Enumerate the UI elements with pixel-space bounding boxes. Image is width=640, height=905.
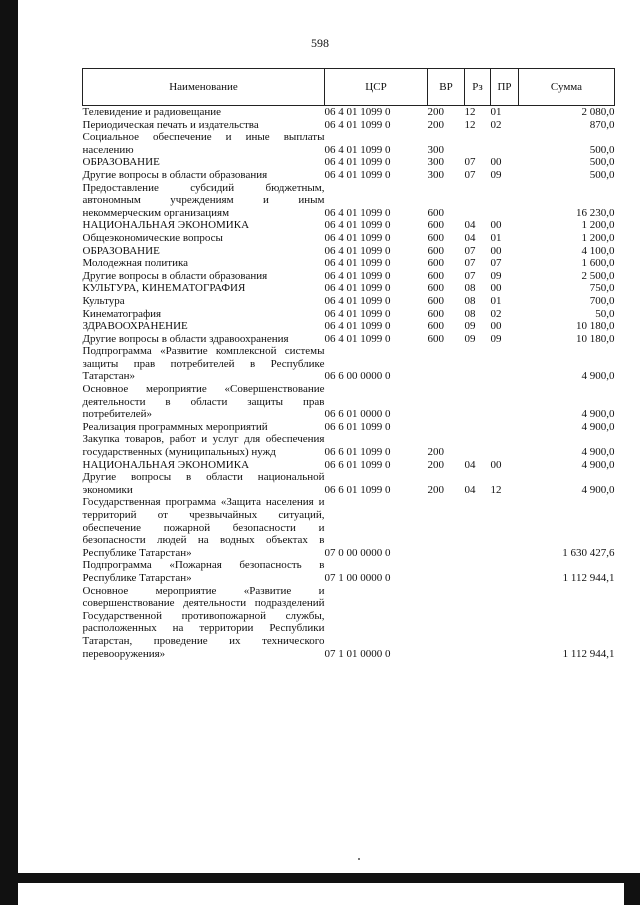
table-row (83, 421, 615, 434)
budget-table (82, 68, 615, 660)
cell-name: Другие вопросы в области образования (82, 168, 268, 181)
cell-pr: 00 (490, 219, 502, 232)
table-row (83, 496, 615, 559)
header-rz: Рз (465, 69, 491, 106)
cell-pr (491, 182, 519, 220)
cell-pr: 00 (490, 320, 502, 333)
table-row (83, 156, 615, 169)
cell-sum: 4 100,0 (581, 244, 615, 257)
cell-csr: 06 4 01 1099 0 (324, 168, 391, 181)
scan-shadow-corner (624, 878, 640, 905)
table-row (83, 182, 615, 220)
cell-pr (491, 433, 519, 458)
cell-pr (491, 559, 519, 584)
cell-pr: 01 (490, 294, 502, 307)
table-row (83, 257, 615, 270)
cell-vr (428, 383, 465, 421)
cell-csr: 06 4 01 1099 0 (324, 156, 391, 169)
cell-name: Периодическая печать и издательства (82, 118, 259, 131)
cell-rz: 09 (464, 332, 476, 345)
cell-sum: 4 900,0 (581, 420, 615, 433)
cell-csr: 06 6 01 1099 0 (324, 483, 391, 496)
cell-pr (491, 383, 519, 421)
cell-vr: 300 (427, 156, 444, 169)
cell-pr (491, 496, 519, 559)
cell-sum: 16 230,0 (576, 206, 615, 219)
cell-sum: 1 600,0 (581, 257, 615, 270)
header-pr: ПР (491, 69, 519, 106)
cell-rz: 07 (464, 168, 476, 181)
cell-name: Телевидение и радиовещание (82, 106, 222, 118)
table-row (83, 131, 615, 156)
cell-sum: 2 500,0 (581, 269, 615, 282)
cell-sum: 500,0 (589, 156, 615, 169)
cell-sum: 4 900,0 (581, 370, 615, 383)
cell-sum: 1 200,0 (581, 219, 615, 232)
cell-rz (465, 585, 491, 661)
cell-rz (465, 345, 491, 383)
cell-pr: 02 (490, 118, 502, 131)
cell-name: Государственная программа «Защита населения и территорий от чрезвычайных ситуаций, обеспечение пожарной безопасности и безопасности людей на водных объектах в Республике Татарстан» (82, 496, 325, 559)
cell-pr: 12 (490, 483, 502, 496)
cell-sum: 500,0 (589, 168, 615, 181)
cell-vr: 600 (427, 294, 444, 307)
scan-shadow-bottom (0, 873, 640, 883)
page-number: 598 (311, 36, 329, 50)
cell-csr: 06 4 01 1099 0 (324, 106, 391, 118)
cell-sum: 1 112 944,1 (562, 647, 615, 660)
cell-vr: 200 (427, 118, 444, 131)
cell-rz: 07 (464, 257, 476, 270)
cell-csr: 06 4 01 1099 0 (324, 332, 391, 345)
cell-sum: 2 080,0 (581, 106, 615, 118)
cell-rz: 12 (464, 106, 476, 118)
cell-name: Подпрограмма «Развитие комплексной системы защиты прав потребителей в Республике Татарстан» (82, 345, 325, 383)
header-sum: Сумма (519, 69, 615, 106)
table-row (83, 559, 615, 584)
cell-sum: 4 900,0 (581, 483, 615, 496)
cell-vr: 600 (427, 332, 444, 345)
cell-rz: 04 (464, 458, 476, 471)
cell-vr: 600 (427, 320, 444, 333)
cell-rz (465, 182, 491, 220)
cell-rz: 12 (464, 118, 476, 131)
cell-vr: 600 (427, 206, 444, 219)
cell-vr: 200 (427, 106, 444, 118)
cell-pr: 07 (490, 257, 502, 270)
cell-vr: 600 (427, 231, 444, 244)
cell-sum: 1 630 427,6 (562, 546, 615, 559)
cell-rz: 08 (464, 282, 476, 295)
cell-csr: 06 6 01 0000 0 (324, 408, 391, 421)
cell-sum: 10 180,0 (576, 320, 615, 333)
cell-pr (491, 585, 519, 661)
table-row (83, 282, 615, 295)
cell-rz: 07 (464, 269, 476, 282)
table-row (83, 219, 615, 232)
scan-shadow-left (0, 0, 18, 905)
cell-csr: 06 4 01 1099 0 (324, 282, 391, 295)
cell-name: Другие вопросы в области здравоохранения (82, 332, 289, 345)
cell-rz: 07 (464, 156, 476, 169)
cell-name: Основное мероприятие «Совершенствование деятельности в области защиты прав потребителей» (82, 383, 325, 421)
cell-sum: 4 900,0 (581, 408, 615, 421)
table-row (83, 471, 615, 496)
cell-pr: 01 (490, 231, 502, 244)
table-row (83, 119, 615, 132)
cell-csr: 06 4 01 1099 0 (324, 269, 391, 282)
cell-pr: 00 (490, 156, 502, 169)
table-row (83, 308, 615, 321)
cell-sum: 10 180,0 (576, 332, 615, 345)
cell-rz: 04 (464, 219, 476, 232)
cell-name: Предоставление субсидий бюджетным, автономным учреждениям и иным некоммерческим организациям (82, 181, 325, 219)
table-row (83, 333, 615, 346)
cell-csr: 06 4 01 1099 0 (324, 257, 391, 270)
cell-name: НАЦИОНАЛЬНАЯ ЭКОНОМИКА (82, 458, 250, 471)
table-row (83, 433, 615, 458)
cell-vr: 200 (427, 458, 444, 471)
cell-sum: 1 112 944,1 (562, 571, 615, 584)
cell-pr: 01 (490, 106, 502, 118)
cell-csr: 07 1 00 0000 0 (324, 571, 391, 584)
cell-vr: 600 (427, 219, 444, 232)
table-body (83, 106, 615, 661)
cell-rz (465, 433, 491, 458)
cell-vr: 600 (427, 257, 444, 270)
cell-rz: 04 (464, 231, 476, 244)
cell-vr: 600 (427, 244, 444, 257)
cell-csr: 06 4 01 1099 0 (324, 206, 391, 219)
cell-rz (465, 383, 491, 421)
cell-name: Молодежная политика (82, 257, 189, 270)
cell-vr: 600 (427, 282, 444, 295)
cell-vr (428, 585, 465, 661)
cell-csr: 06 4 01 1099 0 (324, 118, 391, 131)
cell-name: Другие вопросы в области национальной экономики (82, 471, 325, 496)
cell-name: ОБРАЗОВАНИЕ (82, 156, 160, 169)
cell-sum: 750,0 (589, 282, 615, 295)
cell-rz: 08 (464, 307, 476, 320)
cell-rz (465, 559, 491, 584)
cell-vr: 200 (427, 483, 444, 496)
table-row (83, 245, 615, 258)
cell-pr: 02 (490, 307, 502, 320)
cell-sum: 1 200,0 (581, 231, 615, 244)
cell-name: Основное мероприятие «Развитие и совершенствование деятельности подразделений Государственной противопожарной службы, расположенных на территории Республики Татарстан, проведение их технического перевооружения» (82, 584, 325, 660)
cell-csr: 06 6 00 0000 0 (324, 370, 391, 383)
cell-pr: 09 (490, 168, 502, 181)
cell-csr: 07 1 01 0000 0 (324, 647, 391, 660)
cell-name: Закупка товаров, работ и услуг для обеспечения государственных (муниципальных) нужд (82, 433, 325, 459)
table-row (83, 320, 615, 333)
cell-pr (491, 345, 519, 383)
cell-vr: 300 (427, 168, 444, 181)
cell-rz: 08 (464, 294, 476, 307)
cell-pr: 09 (490, 332, 502, 345)
cell-name: ЗДРАВООХРАНЕНИЕ (82, 320, 188, 333)
table-row (83, 169, 615, 182)
cell-vr (428, 421, 465, 434)
cell-sum: 4 900,0 (581, 458, 615, 471)
cell-sum: 50,0 (595, 307, 615, 320)
cell-sum: 870,0 (589, 118, 615, 131)
cell-name: Социальное обеспечение и иные выплаты населению (82, 131, 325, 156)
cell-csr: 06 4 01 1099 0 (324, 294, 391, 307)
cell-name: Другие вопросы в области образования (82, 269, 268, 282)
cell-name: КУЛЬТУРА, КИНЕМАТОГРАФИЯ (82, 282, 246, 295)
cell-csr: 06 6 01 1099 0 (324, 446, 391, 459)
header-name: Наименование (83, 69, 325, 106)
cell-rz: 07 (464, 244, 476, 257)
cell-name: Кинематография (82, 307, 162, 320)
header-csr: ЦСР (325, 69, 428, 106)
table-row (83, 232, 615, 245)
cell-rz: 09 (464, 320, 476, 333)
cell-csr: 06 4 01 1099 0 (324, 307, 391, 320)
table-row (83, 383, 615, 421)
table-header-row (83, 69, 615, 106)
cell-name: Общеэкономические вопросы (82, 231, 223, 244)
table-row (83, 459, 615, 472)
table-row (83, 585, 615, 661)
cell-vr (428, 345, 465, 383)
cell-name: ОБРАЗОВАНИЕ (82, 244, 160, 257)
cell-csr: 07 0 00 0000 0 (324, 546, 391, 559)
cell-csr: 06 4 01 1099 0 (324, 143, 391, 156)
cell-csr: 06 4 01 1099 0 (324, 219, 391, 232)
cell-vr: 200 (427, 446, 444, 459)
cell-vr: 600 (427, 307, 444, 320)
cell-rz (465, 496, 491, 559)
cell-name: Подпрограмма «Пожарная безопасность в Республике Татарстан» (82, 559, 325, 584)
cell-csr: 06 4 01 1099 0 (324, 231, 391, 244)
cell-pr: 00 (490, 282, 502, 295)
cell-name: Культура (82, 294, 125, 307)
cell-rz: 04 (464, 483, 476, 496)
cell-csr: 06 4 01 1099 0 (324, 244, 391, 257)
header-vr: ВР (428, 69, 465, 106)
table-row (83, 295, 615, 308)
cell-pr (491, 421, 519, 434)
cell-rz (465, 421, 491, 434)
cell-sum: 700,0 (589, 294, 615, 307)
cell-vr (428, 496, 465, 559)
cell-name: НАЦИОНАЛЬНАЯ ЭКОНОМИКА (82, 219, 250, 232)
cell-pr: 09 (490, 269, 502, 282)
cell-pr (491, 131, 519, 156)
cell-pr: 00 (490, 244, 502, 257)
cell-sum: 4 900,0 (581, 446, 615, 459)
cell-name: Реализация программных мероприятий (82, 420, 268, 433)
cell-csr: 06 6 01 1099 0 (324, 458, 391, 471)
scan-speck (358, 858, 360, 860)
table-row (83, 345, 615, 383)
cell-csr: 06 4 01 1099 0 (324, 320, 391, 333)
cell-rz (465, 131, 491, 156)
table-row (83, 270, 615, 283)
cell-vr (428, 559, 465, 584)
cell-sum: 500,0 (589, 143, 615, 156)
table-row (83, 106, 615, 119)
cell-vr: 300 (427, 143, 444, 156)
cell-pr: 00 (490, 458, 502, 471)
cell-csr: 06 6 01 1099 0 (324, 420, 391, 433)
cell-vr: 600 (427, 269, 444, 282)
